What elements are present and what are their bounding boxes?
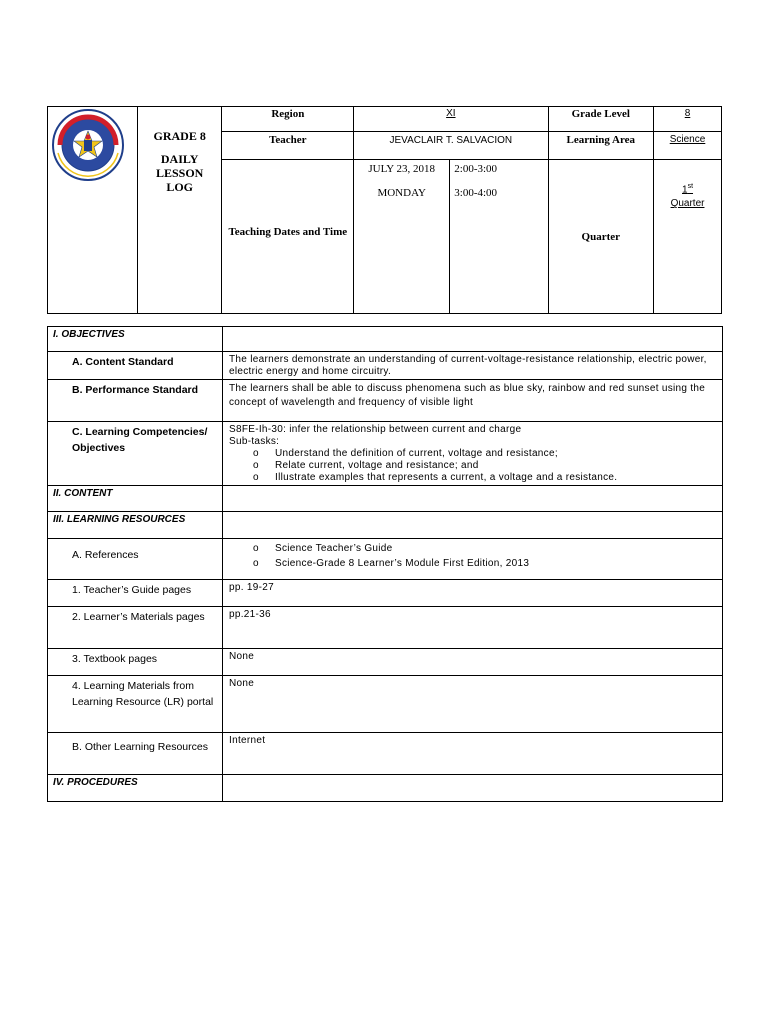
content-value-cell [223, 486, 723, 512]
list-item: o Science Teacher’s Guide [229, 541, 716, 556]
textbook-value: None [223, 649, 723, 676]
header-table [47, 106, 722, 314]
procedures-value-cell [223, 775, 723, 802]
tg-pages-label: 1. Teacher’s Guide pages [48, 580, 223, 607]
region-label: Region [222, 107, 354, 132]
objectives-heading: I. OBJECTIVES [48, 327, 223, 352]
competency-code: S8FE-Ih-30: infer the relationship between current and charge [229, 424, 522, 435]
dates-label-cell [222, 160, 354, 314]
teacher-label: Teacher [222, 132, 354, 160]
content-standard-label: A. Content Standard [48, 352, 223, 380]
date-cell [354, 160, 450, 314]
objectives-value-cell [223, 327, 723, 352]
references-label: A. References [48, 539, 223, 580]
quarter-word: Quarter [670, 198, 705, 210]
list-item: o Illustrate examples that represents a current, a voltage and a resistance. [229, 472, 716, 484]
list-item: o Relate current, voltage and resistance; and [229, 460, 716, 472]
learning-resources-heading: III. LEARNING RESOURCES [48, 512, 223, 539]
grade-level-value: 8 [684, 108, 691, 119]
competencies-value-cell [223, 422, 723, 486]
lr-portal-value: None [223, 676, 723, 733]
learning-area-value: Science [669, 134, 706, 145]
content-heading: II. CONTENT [48, 486, 223, 512]
subtasks-label: Sub-tasks: [229, 436, 280, 447]
list-item: o Science-Grade 8 Learner’s Module First Edition, 2013 [229, 556, 716, 571]
other-resources-value: Internet [223, 733, 723, 775]
references-value-cell [223, 539, 723, 580]
performance-standard-value: The learners shall be able to discuss phenomena such as blue sky, rainbow and red sunset using the concept of wavelength and frequency of visible light [223, 380, 723, 422]
time-2: 3:00-4:00 [454, 187, 498, 199]
grade-cell [137, 107, 222, 314]
date-value: JULY 23, 2018 [368, 163, 436, 175]
log-title-1: DAILY [160, 152, 199, 166]
subtasks-list [229, 448, 716, 484]
quarter-label: Quarter [548, 160, 654, 314]
performance-standard-label: B. Performance Standard [48, 380, 223, 422]
other-resources-label: B. Other Learning Resources [48, 733, 223, 775]
quarter-number: 1st [682, 183, 694, 196]
time-cell [450, 160, 548, 314]
region-value: XI [446, 108, 456, 119]
textbook-label: 3. Textbook pages [48, 649, 223, 676]
lesson-plan-table [47, 326, 723, 802]
time-1: 2:00-3:00 [454, 163, 498, 175]
learning-area-label: Learning Area [548, 132, 654, 160]
log-title-2: LESSON [155, 166, 204, 180]
competencies-label-cell [48, 422, 223, 486]
grade-level-value-cell [654, 107, 722, 132]
tg-pages-value: pp. 19-27 [223, 580, 723, 607]
day-value: MONDAY [377, 187, 426, 199]
teacher-value: JEVACLAIR T. SALVACION [354, 132, 548, 160]
content-standard-value: The learners demonstrate an understanding of current-voltage-resistance relationship, electric power, electric energy and home circuitry. [223, 352, 723, 380]
grade-title: GRADE 8 [153, 129, 206, 143]
dates-label: Teaching Dates and Time [228, 225, 348, 238]
deped-seal-icon [48, 107, 132, 185]
grade-level-label: Grade Level [548, 107, 654, 132]
quarter-value-cell [654, 160, 722, 314]
learning-resources-value-cell [223, 512, 723, 539]
competencies-label-1: C. Learning Competencies/ [72, 426, 208, 438]
log-title-3: LOG [166, 180, 193, 194]
lr-portal-label: 4. Learning Materials from Learning Resource (LR) portal [48, 676, 223, 733]
competencies-label-2: Objectives [72, 442, 126, 454]
procedures-heading: IV. PROCEDURES [48, 775, 223, 802]
references-list [229, 541, 716, 571]
quarter-sup: st [687, 183, 694, 190]
learning-area-value-cell [654, 132, 722, 160]
list-item: o Understand the definition of current, voltage and resistance; [229, 448, 716, 460]
deped-seal-cell [48, 107, 138, 314]
region-value-cell [354, 107, 548, 132]
lm-pages-label: 2. Learner’s Materials pages [48, 607, 223, 649]
lm-pages-value: pp.21-36 [223, 607, 723, 649]
